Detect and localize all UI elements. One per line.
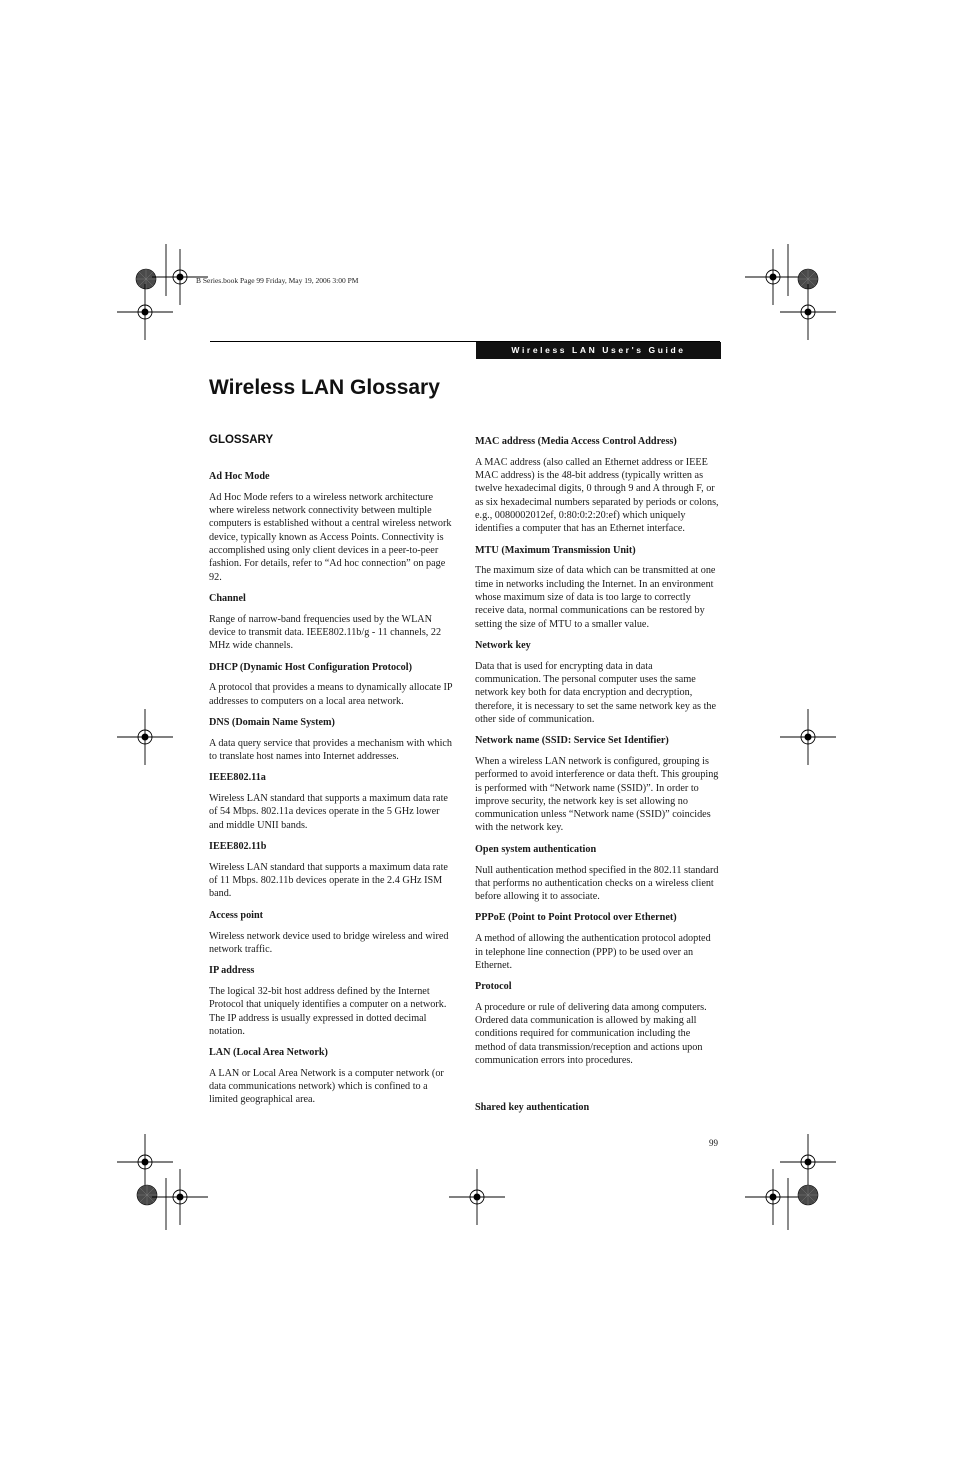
registration-crosshair-icon — [152, 1169, 208, 1225]
glossary-definition: Wireless LAN standard that supports a maximum data rate of 54 Mbps. 802.11a devices operate in the 5 GHz lower and middle UNII bands. — [209, 793, 448, 831]
glossary-definition: Wireless network device used to bridge wireless and wired network traffic. — [209, 930, 449, 955]
registration-crosshair-icon — [745, 249, 801, 305]
glossary-term: MAC address (Media Access Control Address) — [475, 436, 677, 447]
glossary-entry — [475, 980, 720, 1067]
glossary-definition: A data query service that provides a mechanism with which to translate host names into Internet addresses. — [209, 737, 453, 763]
registration-crosshair-icon — [117, 284, 173, 340]
glossary-term: IP address — [209, 965, 255, 977]
glossary-right-column — [475, 435, 720, 1122]
glossary-entry — [209, 716, 454, 763]
glossary-term: MTU (Maximum Transmission Unit) — [475, 544, 636, 556]
glossary-definition: When a wireless LAN network is configured, grouping is performed to avoid interference or data theft. This grouping is performed with “Network name (SSID)”. In order to improve security, the network key is set allowing no communication unless “Network name (SSID)” coincides with the network key. — [475, 755, 719, 834]
glossary-term: Protocol — [475, 981, 512, 993]
glossary-definition: Wireless LAN standard that supports a maximum data rate of 11 Mbps. 802.11b devices operate in the 2.4 GHz ISM band. — [209, 861, 448, 900]
glossary-term: DNS (Domain Name System) — [209, 716, 335, 728]
glossary-term: Channel — [209, 592, 246, 604]
glossary-term: Network key — [475, 639, 531, 651]
glossary-term: PPPoE (Point to Point Protocol over Ethernet) — [475, 912, 677, 924]
glossary-term: IEEE802.11a — [209, 772, 266, 784]
registration-target-icon — [798, 1185, 818, 1205]
registration-crosshair-icon — [745, 1169, 801, 1225]
registration-crosshair-icon — [780, 709, 836, 765]
registration-target-icon — [137, 1185, 157, 1205]
glossary-definition: Data that is used for encrypting data in data communication. The personal computer uses the same network key both for data encryption and decryption, therefore, it is necessary to set the same network key as the other side of communication. — [475, 660, 717, 725]
glossary-entry — [475, 435, 720, 536]
registration-crosshair-icon — [117, 1134, 173, 1190]
section-heading: GLOSSARY — [209, 434, 274, 446]
glossary-entry — [209, 470, 454, 584]
glossary-entry — [209, 771, 454, 832]
glossary-entry — [475, 544, 720, 631]
glossary-term: Open system authentication — [475, 843, 597, 855]
registration-target-icon — [136, 269, 156, 289]
glossary-entry — [475, 734, 720, 835]
glossary-term: DHCP (Dynamic Host Configuration Protocol) — [209, 661, 412, 673]
print-info: B Series.book Page 99 Friday, May 19, 2006 3:00 PM — [196, 276, 359, 285]
page-title: Wireless LAN Glossary — [209, 376, 440, 399]
glossary-definition: The logical 32-bit host address defined by the Internet Protocol that uniquely identifies a computer on a network. The IP address is usually expressed in dotted decimal notation. — [209, 985, 447, 1037]
registration-crosshair-icon — [449, 1169, 505, 1225]
glossary-definition: Ad Hoc Mode refers to a wireless network architecture where wireless network connectivity between multiple computers is established without a central wireless network device, typically known as Access Points. Connectivity is accomplished using only client devices in a peer-to-peer fashion. For details, refer to “Ad hoc connection” on page 92. — [209, 491, 452, 583]
glossary-entry — [209, 909, 454, 956]
glossary-definition: A LAN or Local Area Network is a computer network (or data communications network) which is confined to a limited geographical area. — [209, 1067, 444, 1106]
glossary-term: LAN (Local Area Network) — [209, 1047, 328, 1059]
glossary-term: Access point — [209, 909, 264, 921]
glossary-term: IEEE802.11b — [209, 841, 267, 853]
glossary-entry — [475, 843, 720, 904]
glossary-left-column — [209, 470, 454, 1115]
glossary-definition: Null authentication method specified in the 802.11 standard that performs no authentication checks on a wireless client before allowing it to associate. — [475, 864, 719, 903]
glossary-definition: A procedure or rule of delivering data among computers. Ordered data communication is allowed by making all conditions required for communication including the method of data transmission/reception and actions upon communication errors into procedures. — [475, 1001, 707, 1067]
page-number: 99 — [709, 1138, 718, 1148]
glossary-definition: A MAC address (also called an Ethernet address or IEEE MAC address) is the 48-bit address (typically written as twelve hexadecimal digits, 0 through 9 and A through F, or as six hexadecimal numbers separated by periods or colons, e.g., 0080002012ef, 0:80:0:2:20:ef) which uniquely identifies a computer that has an Ethernet interface. — [475, 456, 719, 535]
glossary-entry — [209, 1046, 454, 1107]
glossary-definition: The maximum size of data which can be transmitted at one time in networks including the Internet. In an environment whose maximum size of data is too large to correctly receive data, normal communications can be restored by setting the size of MTU to a smaller value. — [475, 565, 716, 630]
glossary-entry — [209, 592, 454, 653]
glossary-definition: Range of narrow-band frequencies used by the WLAN device to transmit data. IEEE802.11b/g - 11 channels, 22 MHz wide channels. — [209, 613, 442, 652]
glossary-entry — [475, 911, 720, 972]
glossary-term: Network name (SSID: Service Set Identifier) — [475, 735, 669, 747]
glossary-entry — [209, 840, 454, 901]
registration-crosshair-icon — [117, 709, 173, 765]
glossary-entry — [209, 661, 454, 708]
glossary-entry — [475, 639, 720, 726]
glossary-entry — [209, 964, 454, 1038]
glossary-definition: A protocol that provides a means to dynamically allocate IP addresses to computers on a local area network. — [209, 682, 453, 707]
glossary-definition: A method of allowing the authentication protocol adopted in telephone line connection (PPP) to be used over an Ethernet. — [475, 933, 711, 971]
running-header: Wireless LAN User's Guide — [476, 342, 721, 359]
column-gap — [475, 1075, 720, 1101]
glossary-term: Ad Hoc Mode — [209, 471, 270, 482]
glossary-term: Shared key authentication — [475, 1102, 590, 1114]
